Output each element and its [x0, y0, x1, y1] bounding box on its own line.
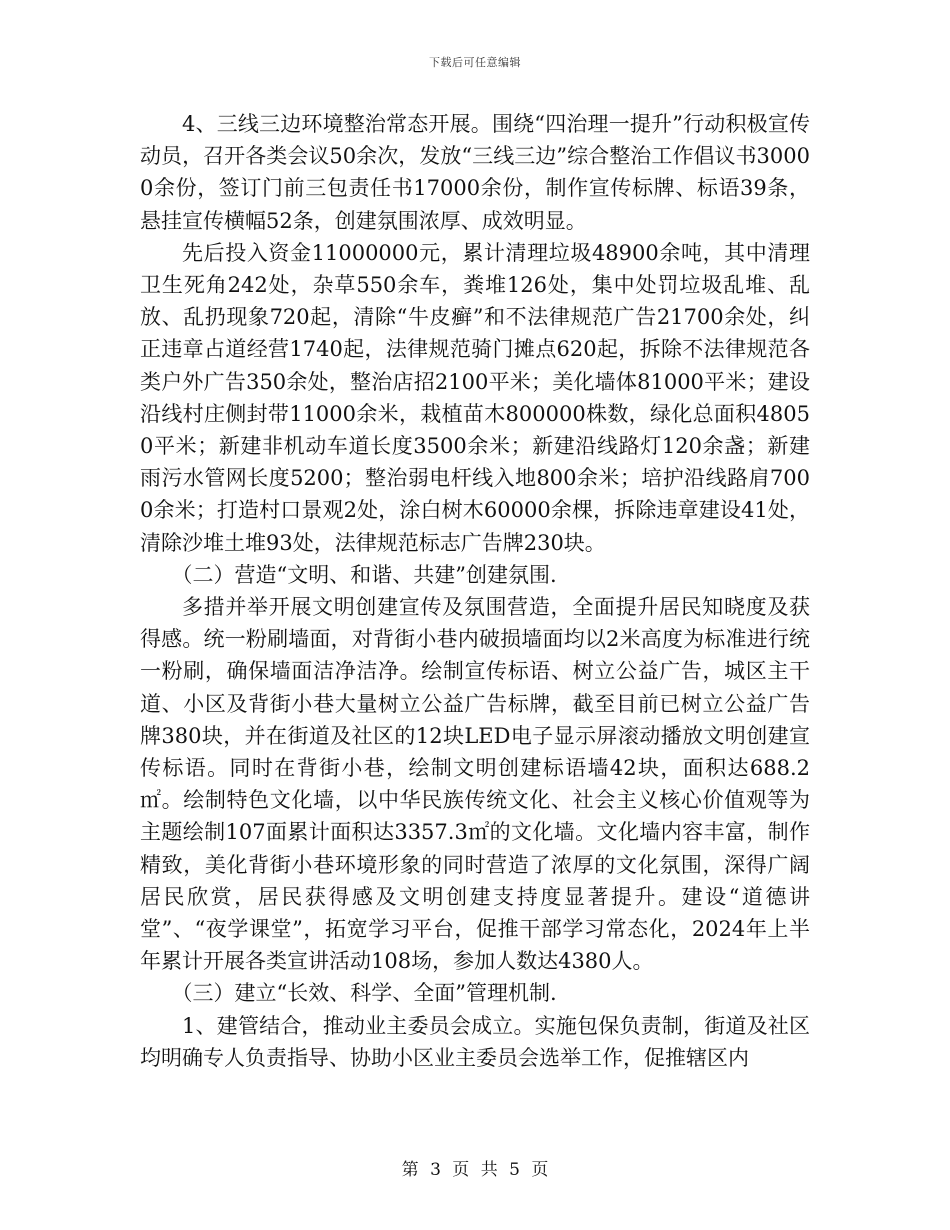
page-number-footer: 第 3 页 共 5 页 [401, 1160, 549, 1180]
document-body [140, 108, 810, 1074]
header-note: 下载后可任意编辑 [429, 56, 521, 69]
section-heading-civilization-atmosphere: （二）营造“文明、和谐、共建”创建氛围. [171, 562, 557, 587]
paragraph-civilization-publicity: 多措并举开展文明创建宣传及氛围营造，全面提升居民知晓度及获得感。统一粉刷墙面，对背街小巷内破损墙面均以2米高度为标准进行统一粉刷，确保墙面洁净洁净。绘制宣传标语、树立公益广告，城区主干道、小区及背街小巷大量树立公益广告标牌，截至目前已树立公益广告牌380块，并在街道及社区的12块LED电子显示屏滚动播放文明创建宣传标语。同时在背街小巷，绘制文明创建标语墙42块，面积达688.2㎡。绘制特色文化墙，以中华民族传统文化、社会主义核心价值观等为主题绘制107面累计面积达3357.3㎡的文化墙。文化墙内容丰富，制作精致，美化背街小巷环境形象的同时营造了浓厚的文化氛围，深得广阔居民欣赏，居民获得感及文明创建支持度显著提升。建设“道德讲堂”、“夜学课堂”，拓宽学习平台，促推干部学习常态化，2024年上半年累计开展各类宣讲活动108场，参加人数达4380人。 [140, 595, 810, 974]
paragraph-investment-results: 先后投入资金11000000元，累计清理垃圾48900余吨，其中清理卫生死角242处，杂草550余车，粪堆126处，集中处罚垃圾乱堆、乱放、乱扔现象720起，清除“牛皮癣”和不法律规范广告21700余处，纠正违章占道经营1740起，法律规范骑门摊点620起，拆除不法律规范各类户外广告350余处，整治店招2100平米；美化墙体81000平米；建设沿线村庄侧封带11000余米，栽植苗木800000株数，绿化总面积48050平米；新建非机动车道长度3500余米；新建沿线路灯120余盏；新建雨污水管网长度5200；整治弱电杆线入地800余米；培护沿线路肩7000余米；打造村口景观2处，涂白树木60000余棵，拆除违章建设41处，清除沙堆土堆93处，法律规范标志广告牌230块。 [140, 240, 810, 555]
paragraph-environment-rectification: 4、三线三边环境整治常态开展。围绕“四治理一提升”行动积极宣传动员，召开各类会议50余次，发放“三线三边”综合整治工作倡议书30000余份，签订门前三包责任书17000余份，制作宣传标牌、标语39条，悬挂宣传横幅52条，创建氛围浓厚、成效明显。 [140, 112, 810, 233]
section-heading-management-mechanism: （三）建立“长效、科学、全面”管理机制. [171, 981, 557, 1006]
paragraph-owners-committee: 1、建管结合，推动业主委员会成立。实施包保负责制，街道及社区均明确专人负责指导、协助小区业主委员会选举工作，促推辖区内 [140, 1013, 810, 1070]
